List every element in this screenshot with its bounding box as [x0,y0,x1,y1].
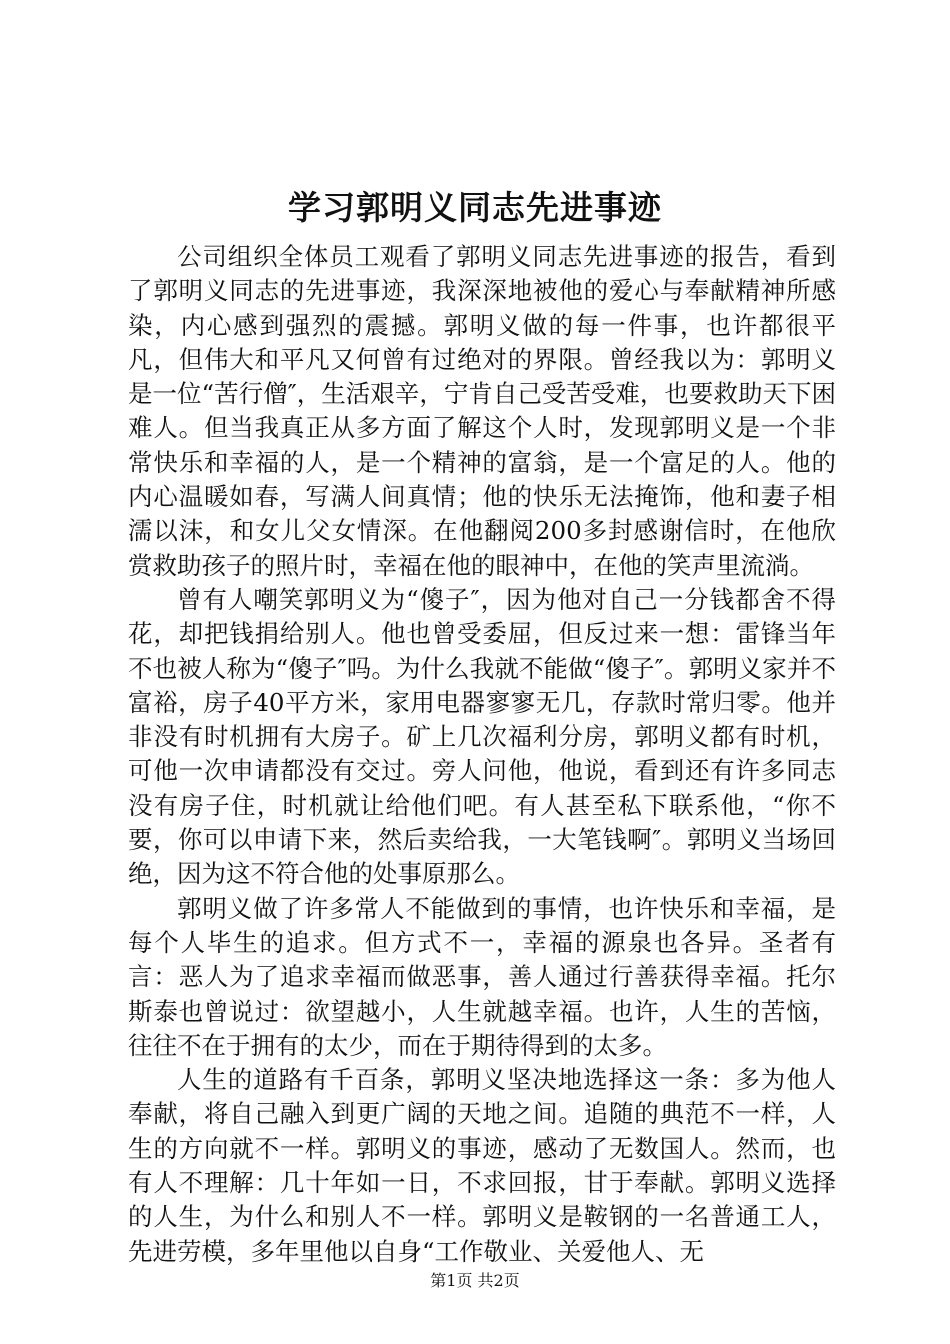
paragraph: 公司组织全体员工观看了郭明义同志先进事迹的报告，看到了郭明义同志的先进事迹，我深深地被他的爱心与奉献精神所感染，内心感到强烈的震撼。郭明义做的每一件事，也许都很平凡，但伟大和平凡又何曾有过绝对的界限。曾经我以为：郭明义是一位“苦行僧″，生活艰辛，宁肯自己受苦受难，也要救助天下困难人。但当我真正从多方面了解这个人时，发现郭明义是一个非常快乐和幸福的人，是一个精神的富翁，是一个富足的人。他的内心温暖如春，写满人间真情；他的快乐无法掩饰，他和妻子相濡以沫，和女儿父女情深。在他翻阅200多封感谢信时，在他欣赏救助孩子的照片时，幸福在他的眼神中，在他的笑声里流淌。 [128,242,836,580]
page-footer: 第1页 共2页 [430,1271,520,1290]
paragraph: 人生的道路有千百条，郭明义坚决地选择这一条：多为他人奉献，将自己融入到更广阔的天地之间。追随的典范不一样，人生的方向就不一样。郭明义的事迹，感动了无数国人。然而，也有人不理解：几十年如一日，不求回报，甘于奉献。郭明义选择的人生，为什么和别人不一样。郭明义是鞍钢的一名普通工人，先进劳模，多年里他以自身“工作敬业、关爱他人、无 [128,1065,836,1266]
paragraph: 曾有人嘲笑郭明义为“傻子″，因为他对自己一分钱都舍不得花，却把钱捐给别人。他也曾受委屈，但反过来一想：雷锋当年不也被人称为“傻子″吗。为什么我就不能做“傻子″。郭明义家并不富裕，房子40平方米，家用电器寥寥无几，存款时常归零。他并非没有时机拥有大房子。矿上几次福利分房，郭明义都有时机，可他一次申请都没有交过。旁人问他，他说，看到还有许多同志没有房子住，时机就让给他们吧。有人甚至私下联系他，“你不要，你可以申请下来，然后卖给我，一大笔钱啊″。郭明义当场回绝，因为这不符合他的处事原那么。 [128,584,836,889]
document-title: 学习郭明义同志先进事迹 [288,188,662,227]
document-body [128,240,836,1269]
paragraph: 郭明义做了许多常人不能做到的事情，也许快乐和幸福，是每个人毕生的追求。但方式不一，幸福的源泉也各异。圣者有言：恶人为了追求幸福而做恶事，善人通过行善获得幸福。托尔斯泰也曾说过：欲望越小，人生就越幸福。也许，人生的苦恼，往往不在于拥有的太少，而在于期待得到的太多。 [128,893,836,1060]
